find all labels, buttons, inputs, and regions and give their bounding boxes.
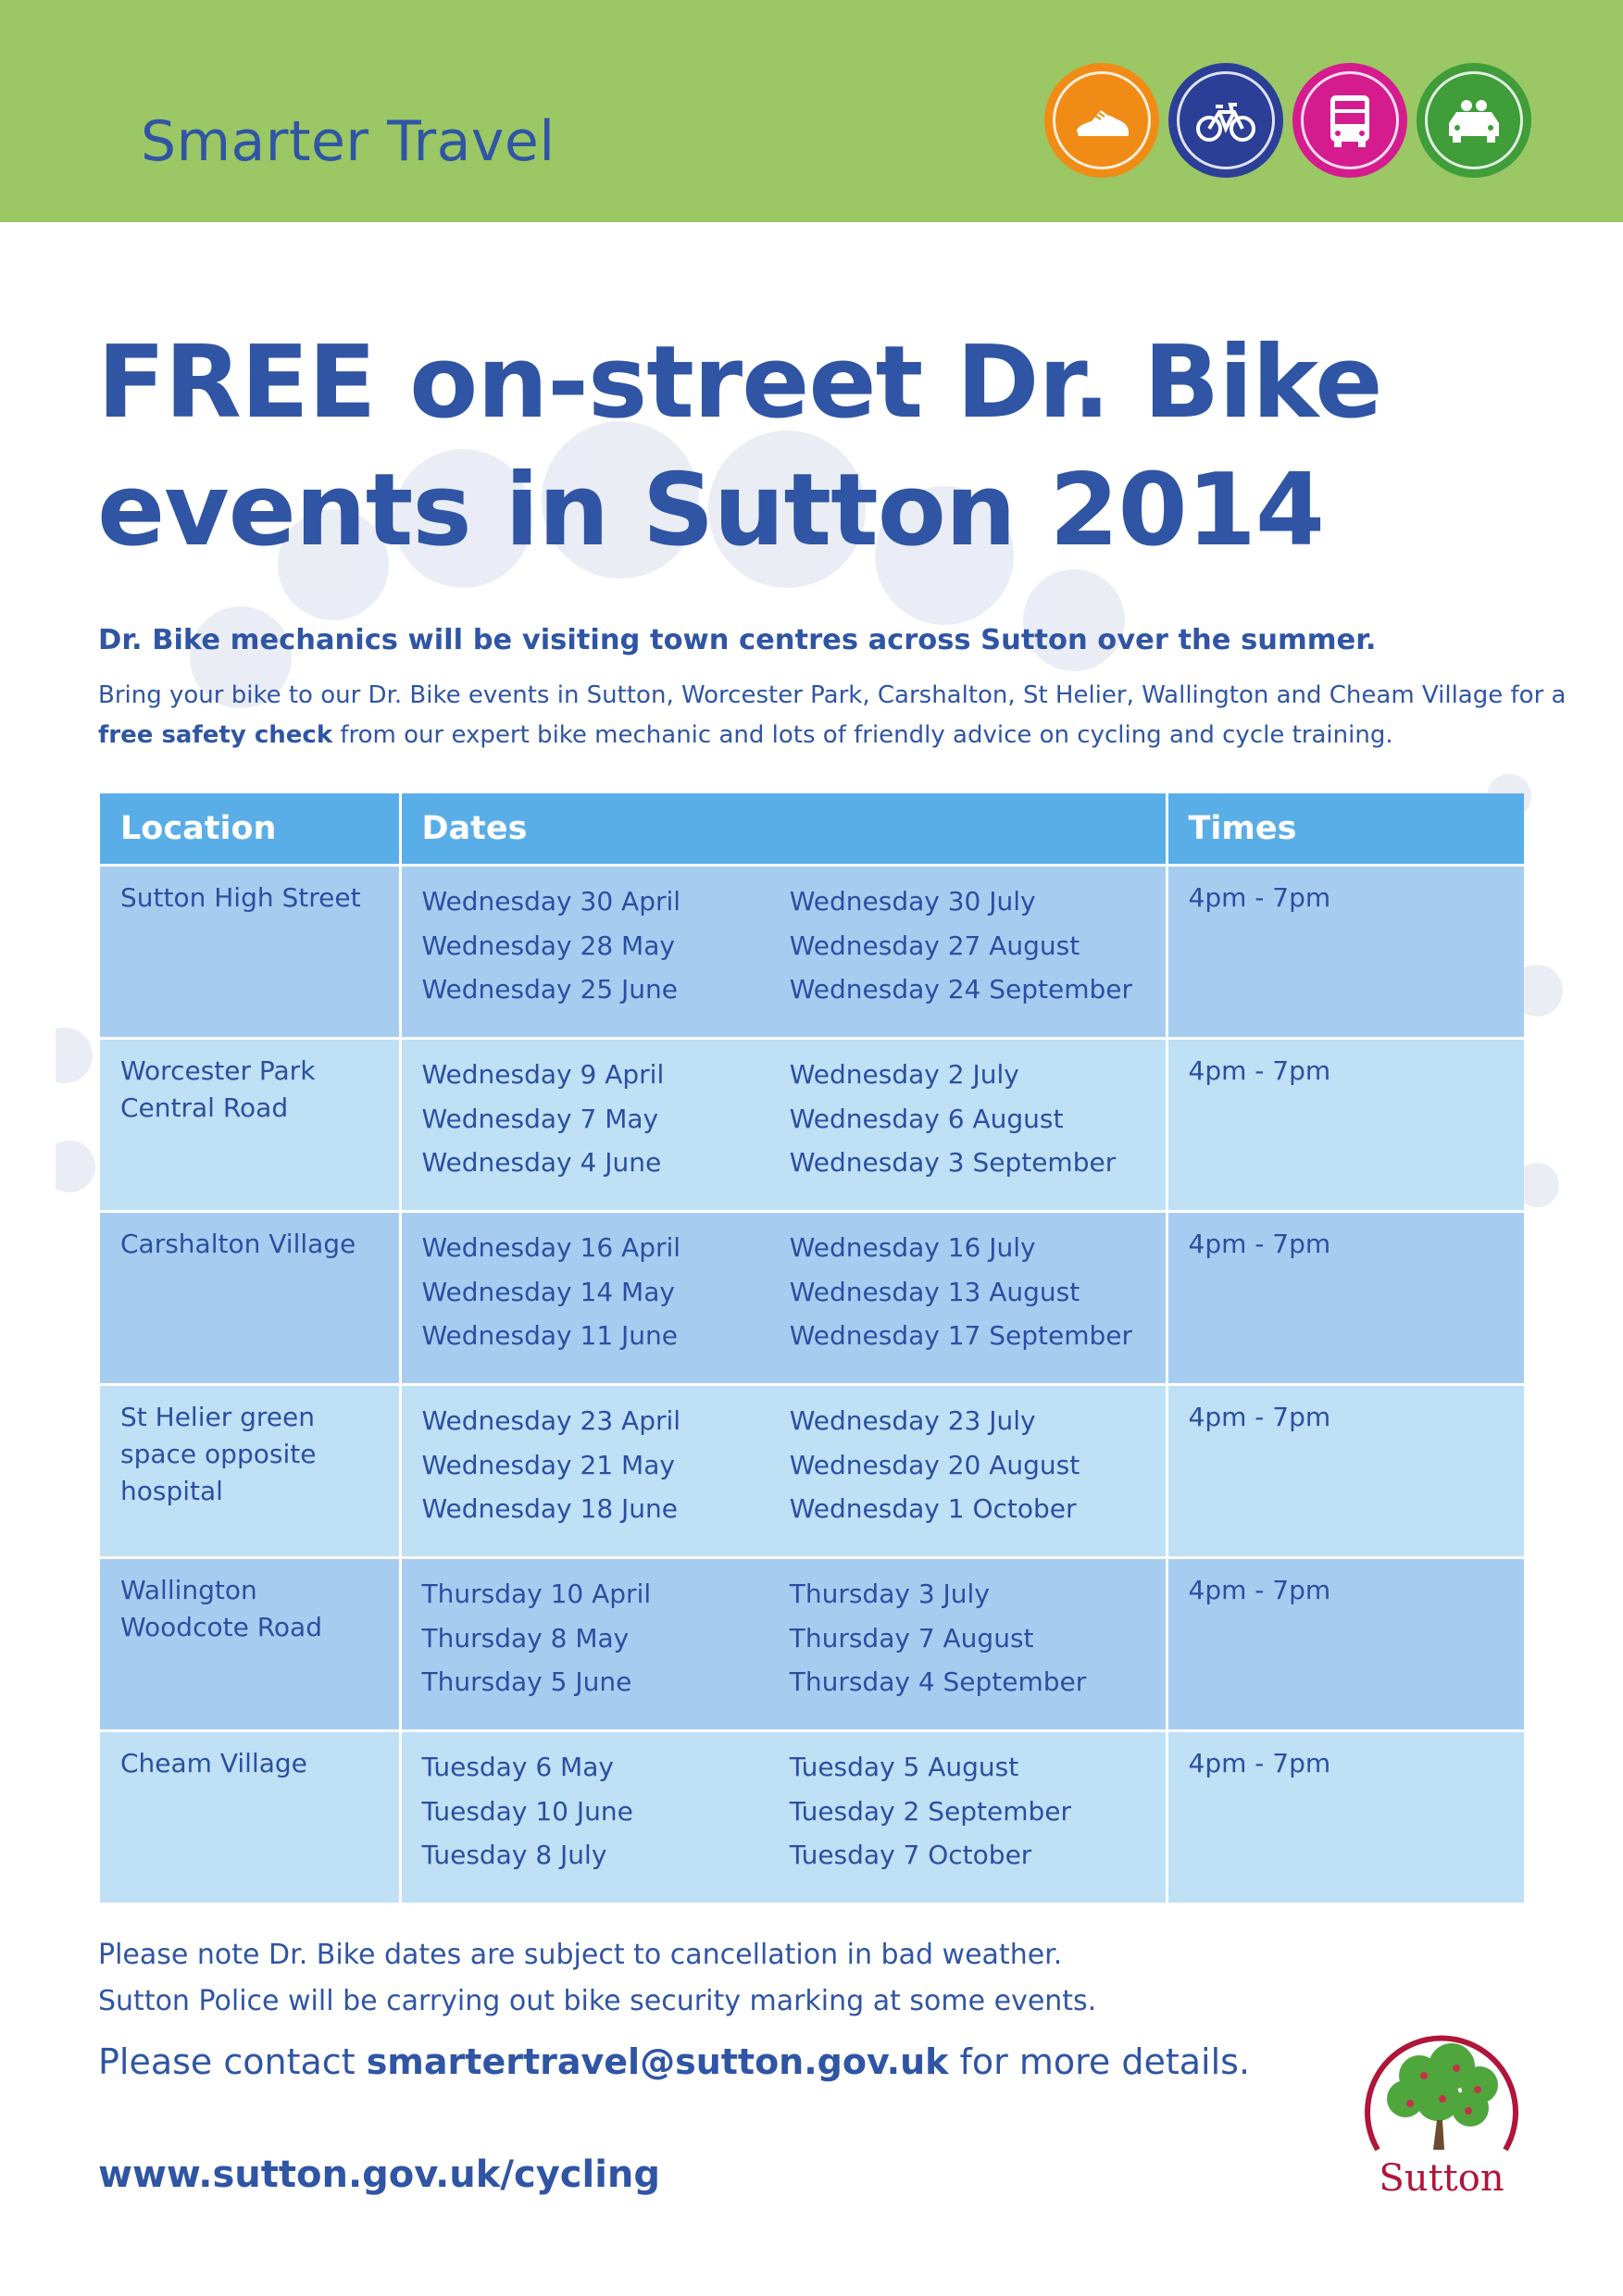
date: Wednesday 23 July <box>789 1405 1036 1436</box>
date: Wednesday 21 May <box>421 1449 675 1480</box>
date: Wednesday 30 April <box>421 886 681 917</box>
title-line-1: FREE on-street Dr. Bike <box>97 325 1382 441</box>
date: Wednesday 2 July <box>789 1059 1019 1090</box>
dates-cell <box>400 866 1167 1039</box>
table-header-row <box>100 793 1524 866</box>
intro-headline: Dr. Bike mechanics will be visiting town centres across Sutton over the summer. <box>98 624 1377 656</box>
location-cell: Carshalton Village <box>100 1212 400 1385</box>
website-link[interactable]: www.sutton.gov.uk/cycling <box>98 2153 661 2196</box>
date: Thursday 10 April <box>421 1578 652 1609</box>
date: Wednesday 20 August <box>789 1449 1080 1480</box>
event-schedule-table <box>100 793 1524 1903</box>
date: Wednesday 13 August <box>789 1276 1080 1307</box>
intro-text-part1: Bring your bike to our Dr. Bike events in Sutton, Worcester Park, Carshalton, St Helier, Wallington and Cheam Village for a <box>98 681 1567 709</box>
contact-suffix: for more details. <box>948 2041 1251 2082</box>
header-title: Smarter Travel <box>141 109 556 174</box>
dates-cell <box>400 1212 1167 1385</box>
date: Wednesday 3 September <box>789 1147 1117 1178</box>
column-header-location: Location <box>100 793 400 866</box>
contact-email-link[interactable]: smartertravel@sutton.gov.uk <box>366 2041 949 2082</box>
date: Thursday 4 September <box>789 1666 1087 1697</box>
date: Wednesday 16 April <box>421 1232 681 1263</box>
date: Wednesday 25 June <box>421 974 679 1004</box>
contact-line <box>98 2041 1250 2082</box>
date: Tuesday 10 June <box>421 1795 633 1827</box>
location-cell: Wallington Woodcote Road <box>100 1558 400 1731</box>
table-row <box>100 1039 1524 1212</box>
note-line-2: Sutton Police will be carrying out bike security marking at some events. <box>98 1985 1097 2017</box>
time-cell: 4pm - 7pm <box>1167 1731 1524 1903</box>
time-cell: 4pm - 7pm <box>1167 1039 1524 1212</box>
dates-cell <box>400 1731 1167 1903</box>
table-row <box>100 1212 1524 1385</box>
date: Thursday 7 August <box>789 1622 1034 1653</box>
date: Wednesday 1 October <box>789 1493 1077 1524</box>
bus-icon <box>1292 63 1407 178</box>
date: Wednesday 4 June <box>421 1147 662 1178</box>
intro-paragraph <box>98 676 1579 755</box>
column-header-times: Times <box>1167 793 1524 866</box>
location-cell: Cheam Village <box>100 1731 400 1903</box>
dates-cell <box>400 1385 1167 1558</box>
weather-notice <box>98 1932 1096 2025</box>
date: Wednesday 17 September <box>789 1320 1133 1351</box>
sutton-logo-text: Sutton <box>1379 2157 1504 2200</box>
table-row <box>100 1731 1524 1903</box>
date: Tuesday 5 August <box>789 1752 1019 1782</box>
date: Wednesday 23 April <box>421 1405 681 1436</box>
date: Tuesday 8 July <box>421 1840 607 1870</box>
date: Wednesday 16 July <box>789 1232 1036 1263</box>
car-share-icon <box>1417 63 1531 178</box>
date: Tuesday 2 September <box>789 1795 1072 1827</box>
date: Wednesday 14 May <box>421 1276 675 1307</box>
date: Wednesday 27 August <box>789 930 1080 961</box>
time-cell: 4pm - 7pm <box>1167 1212 1524 1385</box>
date: Tuesday 6 May <box>421 1752 614 1782</box>
bicycle-icon <box>1168 63 1283 178</box>
location-cell: Sutton High Street <box>100 866 400 1039</box>
date: Thursday 8 May <box>421 1622 630 1653</box>
page-title <box>97 319 1486 575</box>
date: Wednesday 9 April <box>421 1059 665 1090</box>
table-row <box>100 866 1524 1039</box>
table-row <box>100 1385 1524 1558</box>
date: Wednesday 24 September <box>789 974 1133 1004</box>
date: Wednesday 7 May <box>421 1103 659 1134</box>
date: Wednesday 11 June <box>421 1320 679 1351</box>
date: Wednesday 18 June <box>421 1493 679 1524</box>
date: Wednesday 28 May <box>421 930 675 961</box>
time-cell: 4pm - 7pm <box>1167 866 1524 1039</box>
date: Thursday 3 July <box>789 1578 990 1609</box>
time-cell: 4pm - 7pm <box>1167 1385 1524 1558</box>
date: Wednesday 6 August <box>789 1103 1064 1134</box>
time-cell: 4pm - 7pm <box>1167 1558 1524 1731</box>
running-shoe-icon <box>1044 63 1159 178</box>
date: Thursday 5 June <box>421 1666 632 1697</box>
intro-text-bold: free safety check <box>98 721 333 749</box>
table-row <box>100 1558 1524 1731</box>
location-cell: St Helier green space opposite hospital <box>100 1385 400 1558</box>
title-line-2: events in Sutton 2014 <box>97 453 1324 568</box>
date: Tuesday 7 October <box>789 1840 1032 1870</box>
column-header-dates: Dates <box>400 793 1167 866</box>
dates-cell <box>400 1039 1167 1212</box>
note-line-1: Please note Dr. Bike dates are subject to cancellation in bad weather. <box>98 1939 1063 1971</box>
location-cell: Worcester Park Central Road <box>100 1039 400 1212</box>
dates-cell <box>400 1558 1167 1731</box>
contact-prefix: Please contact <box>98 2041 367 2082</box>
intro-text-part2: from our expert bike mechanic and lots of friendly advice on cycling and cycle training. <box>332 721 1393 749</box>
date: Wednesday 30 July <box>789 886 1036 917</box>
header-banner <box>0 0 1623 222</box>
